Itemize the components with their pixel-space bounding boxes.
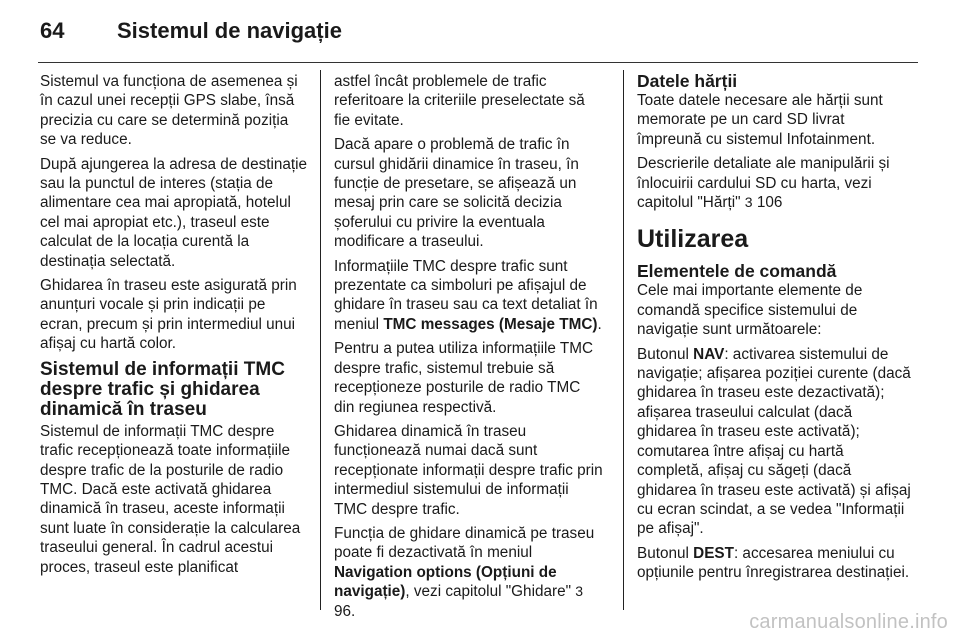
text: Butonul <box>637 544 694 562</box>
text: Funcția de ghidare dinamică pe traseu poate fi dezactivată în meniul <box>334 524 595 562</box>
paragraph <box>637 345 912 539</box>
column-right <box>637 72 912 588</box>
menu-reference: TMC messages (Mesaje TMC) <box>383 315 598 333</box>
button-name-dest: DEST <box>693 544 734 562</box>
header-divider <box>38 62 918 63</box>
paragraph: Ghidarea dinamică în traseu funcționează numai dacă sunt recepționate informații despre trafic prin intermediul sistemului de informații TMC despre trafic. <box>334 422 603 518</box>
column-divider <box>623 70 624 610</box>
text: : accesarea meniului cu opțiunile pentru înregistrarea destinației. <box>637 544 910 582</box>
page-number: 64 <box>40 18 65 43</box>
text: . <box>597 315 602 333</box>
section-heading-map-data: Datele hărții <box>637 71 738 91</box>
section-heading-controls: Elementele de comandă <box>637 261 837 282</box>
paragraph: Dacă apare o problemă de trafic în cursul ghidării dinamice în traseu, în funcție de presetare, se afișează un mesaj prin care se solicită decizia șoferului cu privire la eventuala modificare a traseului. <box>334 136 579 251</box>
paragraph: Sistemul de informații TMC despre trafic recepționează toate informațiile despre trafic de la posturile de radio TMC. Dacă este activată ghidarea dinamică în traseu, aceste informații sunt luate în considerație la calcularea traseului general. În cadrul acestui proces, traseul este planificat <box>40 422 301 576</box>
text: Descrierile detaliate ale manipulării și înlocuirii cardului SD cu harta, vezi capitolul "Hărți" <box>637 155 890 212</box>
button-name-nav: NAV <box>693 345 725 363</box>
section-heading-tmc: Sistemul de informații TMC despre trafic și ghidarea dinamică în traseu <box>40 358 285 420</box>
paragraph: astfel încât problemele de trafic referitoare la criteriile preselectate să fie evitate. <box>334 73 585 129</box>
paragraph: După ajungerea la adresa de destinație sau la punctul de interes (stația de alimentare cea mai apropiată, hotelul cel mai apropiat etc.), traseul este calculat de la locația curentă la destinația selectată. <box>40 155 308 270</box>
watermark: carmanualsonline.info <box>749 611 948 633</box>
text: Butonul <box>637 345 694 363</box>
paragraph <box>334 257 604 335</box>
paragraph: Cele mai importante elemente de comandă specifice sistemului de navigație sunt următoarele: <box>637 282 863 339</box>
column-divider <box>320 70 321 610</box>
column-middle <box>334 72 604 626</box>
page-reference: 106 <box>752 194 783 212</box>
paragraph <box>637 154 912 212</box>
chapter-heading-usage: Utilizarea <box>637 225 749 254</box>
page-reference-arrow-icon: 3 <box>575 583 584 600</box>
page-reference-arrow-icon: 3 <box>744 194 753 211</box>
text: : activarea sistemului de navigație; afișarea poziției curente (dacă ghidarea în traseu este dezactivată); afișarea traseului calculat (dacă ghidarea în traseu este activată); comutarea între afișaj cu hartă completă, afișaj cu săgeți (dacă ghidarea în traseu este activată) și afișaj cu ecran scindat, a se vedea "Informații pe afișaj". <box>637 345 911 538</box>
paragraph <box>334 524 604 621</box>
paragraph: Ghidarea în traseu este asigurată prin anunțuri vocale și prin indicații pe ecran, precum și prin intermediul unui afișaj cu hartă color. <box>40 277 297 353</box>
page-title: Sistemul de navigație <box>117 18 342 43</box>
paragraph: Toate datele necesare ale hărții sunt memorate pe un card SD livrat împreună cu sistemul Infotainment. <box>637 92 883 148</box>
text: , vezi capitolul "Ghidare" <box>405 583 576 601</box>
page-reference: 96. <box>334 602 356 620</box>
menu-reference: Navigation options (Opțiuni de navigație) <box>334 563 557 601</box>
paragraph: Pentru a putea utiliza informațiile TMC despre trafic, sistemul trebuie să recepționeze posturile de radio TMC din regiunea respectivă. <box>334 340 594 416</box>
paragraph: Sistemul va funcționa de asemenea și în cazul unei recepții GPS slabe, însă precizia cu care se determină poziția se va reduce. <box>40 73 298 149</box>
paragraph <box>637 544 912 583</box>
column-left <box>40 72 308 582</box>
text: Informațiile TMC despre trafic sunt prezentate ca simboluri pe afișajul de ghidare în traseu sau ca text detaliat în meniul <box>334 257 598 333</box>
